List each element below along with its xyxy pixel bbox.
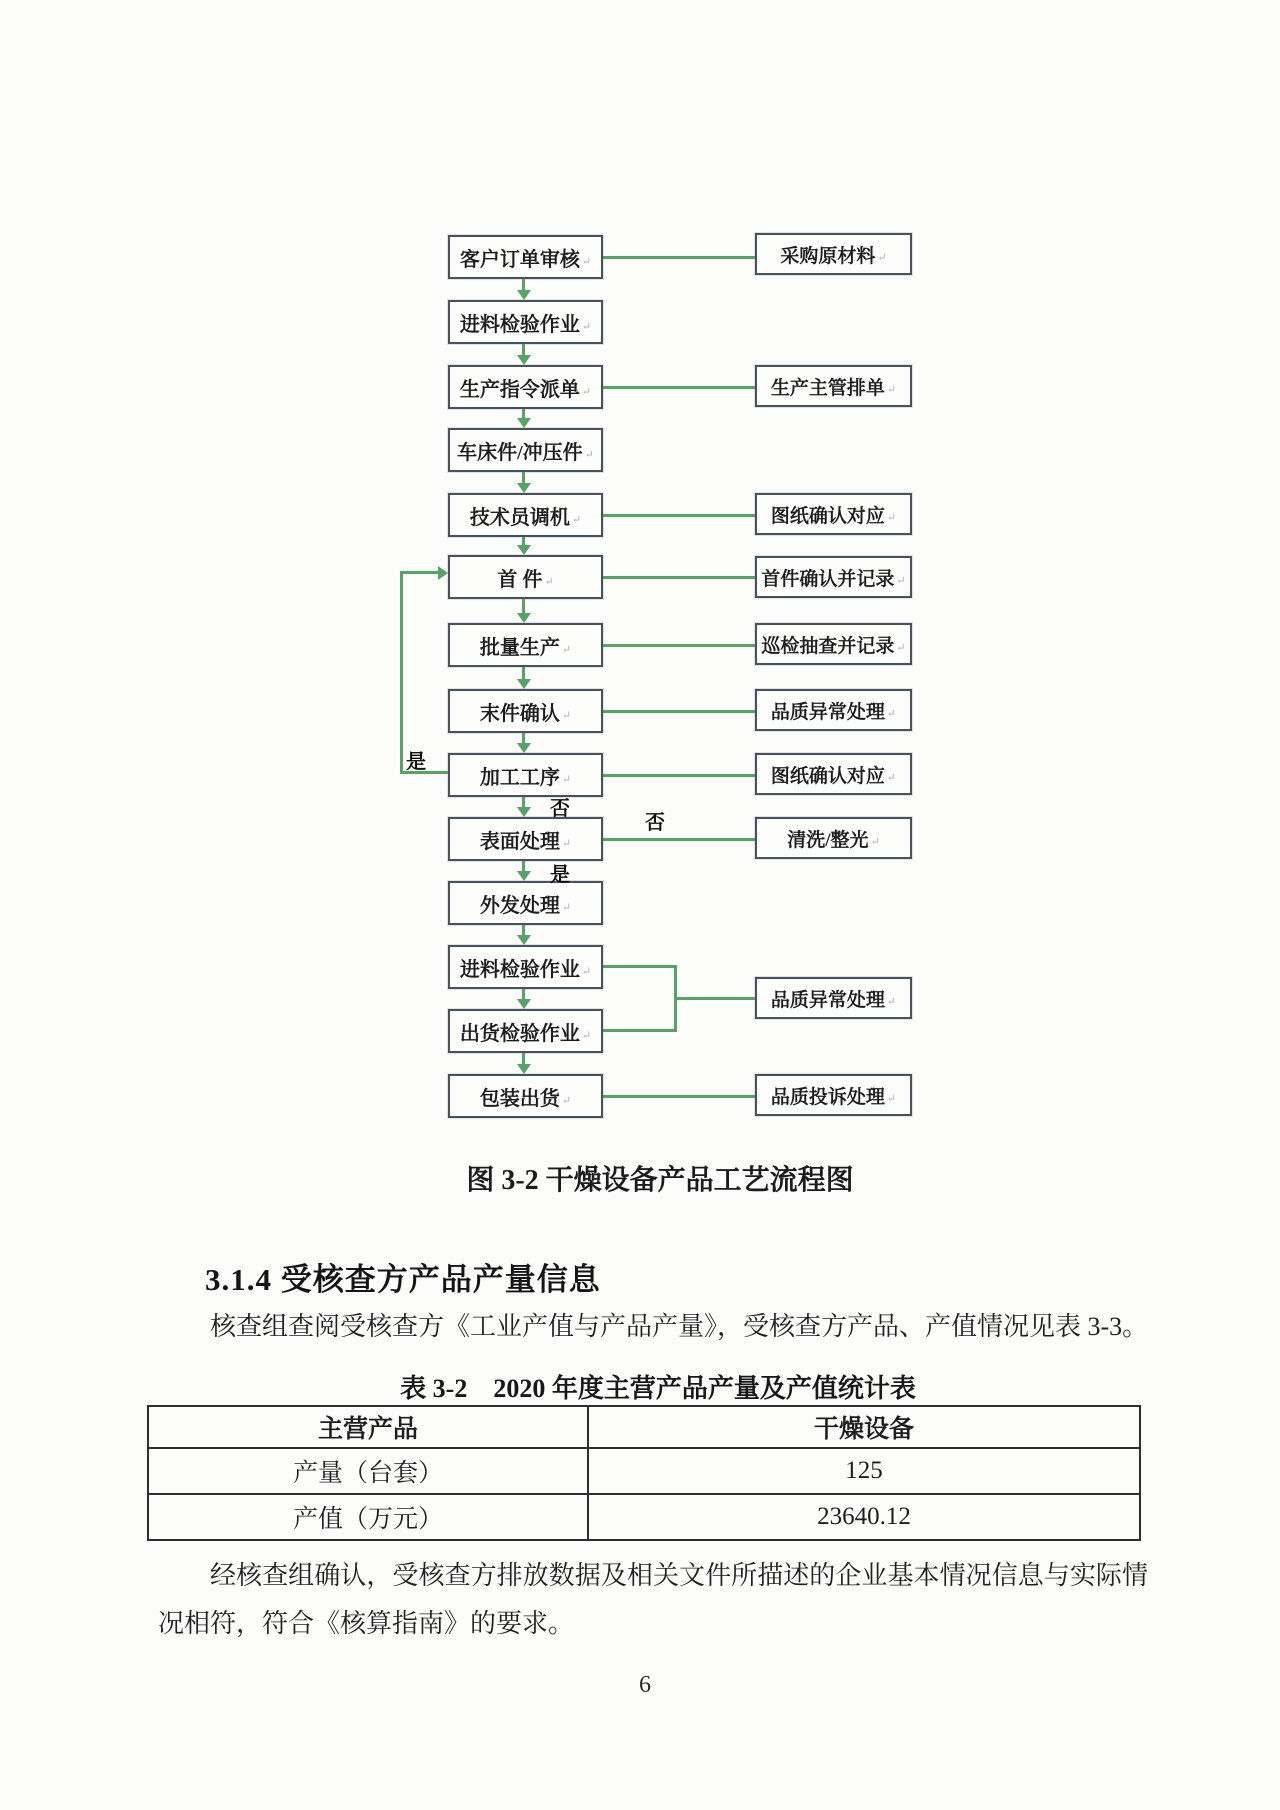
table-header-cell: 主营产品 — [148, 1406, 588, 1448]
flow-node-incoming-inspection-1 — [448, 300, 603, 344]
flow-node-first-piece — [448, 555, 603, 599]
flow-connector — [674, 997, 755, 1000]
figure-caption: 图 3-2 干燥设备产品工艺流程图 — [466, 1165, 854, 1196]
body-paragraph-1: 核查组查阅受核查方《工业产值与产品产量》，受核查方产品、产值情况见表 3-3。 — [210, 1312, 1149, 1341]
flow-node-label: 首 件 ↵ — [497, 563, 553, 592]
arrow-down-icon — [517, 807, 531, 817]
table-row — [148, 1448, 1140, 1494]
side-node-label: 品质异常处理 ↵ — [771, 985, 896, 1012]
side-node-label: 图纸确认对应 ↵ — [771, 501, 896, 528]
flow-connector — [603, 965, 677, 968]
flow-connector-loop — [400, 573, 403, 773]
arrow-down-icon — [517, 679, 531, 689]
arrow-down-icon — [517, 871, 531, 881]
flow-connector — [603, 256, 755, 259]
side-node-cleaning-polishing — [755, 817, 912, 859]
flow-connector — [603, 386, 755, 389]
side-node-quality-complaint — [755, 1074, 912, 1116]
section-heading: 3.1.4 受核查方产品产量信息 — [205, 1262, 601, 1297]
arrow-down-icon — [517, 743, 531, 753]
side-node-quality-abnormal-1 — [755, 689, 912, 731]
flow-node-label: 加工工序 ↵ — [480, 761, 571, 790]
arrow-down-icon — [517, 1064, 531, 1074]
flow-node-machining-process — [448, 753, 603, 797]
side-node-label: 品质投诉处理 ↵ — [771, 1082, 896, 1109]
flow-connector — [522, 599, 525, 614]
side-node-drawing-confirm-1 — [755, 493, 912, 535]
flow-node-label: 批量生产 ↵ — [480, 631, 571, 660]
decision-label-yes-loop: 是 — [406, 751, 426, 773]
arrow-down-icon — [517, 483, 531, 493]
side-node-label: 清洗/整光 ↵ — [787, 825, 880, 852]
arrow-down-icon — [517, 355, 531, 365]
flow-node-label: 包装出货 ↵ — [480, 1082, 571, 1111]
flow-node-packing-shipment — [448, 1074, 603, 1118]
flow-node-incoming-inspection-2 — [448, 945, 603, 989]
decision-label-no-side: 否 — [645, 812, 665, 834]
flow-connector — [603, 710, 755, 713]
flow-node-label: 进料检验作业 ↵ — [460, 953, 591, 982]
flow-node-label: 生产指令派单 ↵ — [460, 373, 591, 402]
table-cell: 产值（万元） — [148, 1494, 588, 1540]
table-cell: 产量（台套） — [148, 1448, 588, 1494]
side-node-first-piece-record — [755, 556, 912, 598]
flow-connector — [603, 514, 755, 517]
flow-node-outgoing-inspection — [448, 1009, 603, 1053]
flow-node-technician-setup — [448, 493, 603, 537]
flow-connector — [603, 644, 755, 647]
side-node-purchase-raw-material — [755, 233, 912, 275]
table-cell: 125 — [588, 1448, 1140, 1494]
side-node-label: 巡检抽查并记录 ↵ — [761, 631, 905, 658]
flow-node-lathe-stamping-parts — [448, 428, 603, 472]
side-node-quality-abnormal-2 — [755, 977, 912, 1019]
flow-node-surface-treatment — [448, 817, 603, 861]
side-node-drawing-confirm-2 — [755, 753, 912, 795]
flow-node-last-piece-confirm — [448, 689, 603, 733]
arrow-down-icon — [517, 999, 531, 1009]
side-node-label: 生产主管排单 ↵ — [771, 373, 896, 400]
flow-node-label: 技术员调机 ↵ — [470, 501, 581, 530]
flow-connector — [603, 774, 755, 777]
side-node-label: 首件确认并记录 ↵ — [761, 564, 905, 591]
decision-label-yes-down: 是 — [550, 864, 570, 886]
flow-node-label: 车床件/冲压件 ↵ — [457, 436, 594, 465]
flow-node-label: 客户订单审核 ↵ — [460, 243, 591, 272]
product-output-table — [147, 1405, 1141, 1541]
flow-connector — [603, 1029, 677, 1032]
flow-node-label: 表面处理 ↵ — [480, 825, 571, 854]
flow-node-production-order — [448, 365, 603, 409]
table-row — [148, 1494, 1140, 1540]
flow-node-customer-order-review — [448, 235, 603, 279]
arrow-down-icon — [517, 545, 531, 555]
flow-connector-loop — [400, 571, 438, 574]
side-node-patrol-inspection — [755, 623, 912, 665]
side-node-supervisor-scheduling — [755, 365, 912, 407]
flow-node-label: 外发处理 ↵ — [480, 889, 571, 918]
arrow-down-icon — [517, 290, 531, 300]
arrow-right-icon — [438, 566, 448, 580]
side-node-label: 品质异常处理 ↵ — [771, 697, 896, 724]
flow-node-batch-production — [448, 623, 603, 667]
arrow-down-icon — [517, 935, 531, 945]
table-caption: 表 3-2 2020 年度主营产品产量及产值统计表 — [400, 1374, 916, 1403]
table-cell: 23640.12 — [588, 1494, 1140, 1540]
side-node-label: 图纸确认对应 ↵ — [771, 761, 896, 788]
side-node-label: 采购原材料 ↵ — [780, 241, 886, 268]
flow-node-label: 末件确认 ↵ — [480, 697, 571, 726]
table-header-cell: 干燥设备 — [588, 1406, 1140, 1448]
page-number: 6 — [639, 1672, 651, 1698]
flow-connector — [603, 1095, 755, 1098]
body-paragraph-2: 经核查组确认，受核查方排放数据及相关文件所描述的企业基本情况信息与实际情况相符，符合《核算指南》的要求。 — [158, 1561, 1148, 1638]
arrow-down-icon — [517, 613, 531, 623]
arrow-down-icon — [517, 418, 531, 428]
flow-connector — [603, 838, 755, 841]
flow-node-outsourcing — [448, 881, 603, 925]
table-header-row — [148, 1406, 1140, 1448]
flow-node-label: 进料检验作业 ↵ — [460, 308, 591, 337]
flow-node-label: 出货检验作业 ↵ — [460, 1017, 591, 1046]
flow-connector — [603, 576, 755, 579]
decision-label-no-down: 否 — [550, 798, 570, 820]
